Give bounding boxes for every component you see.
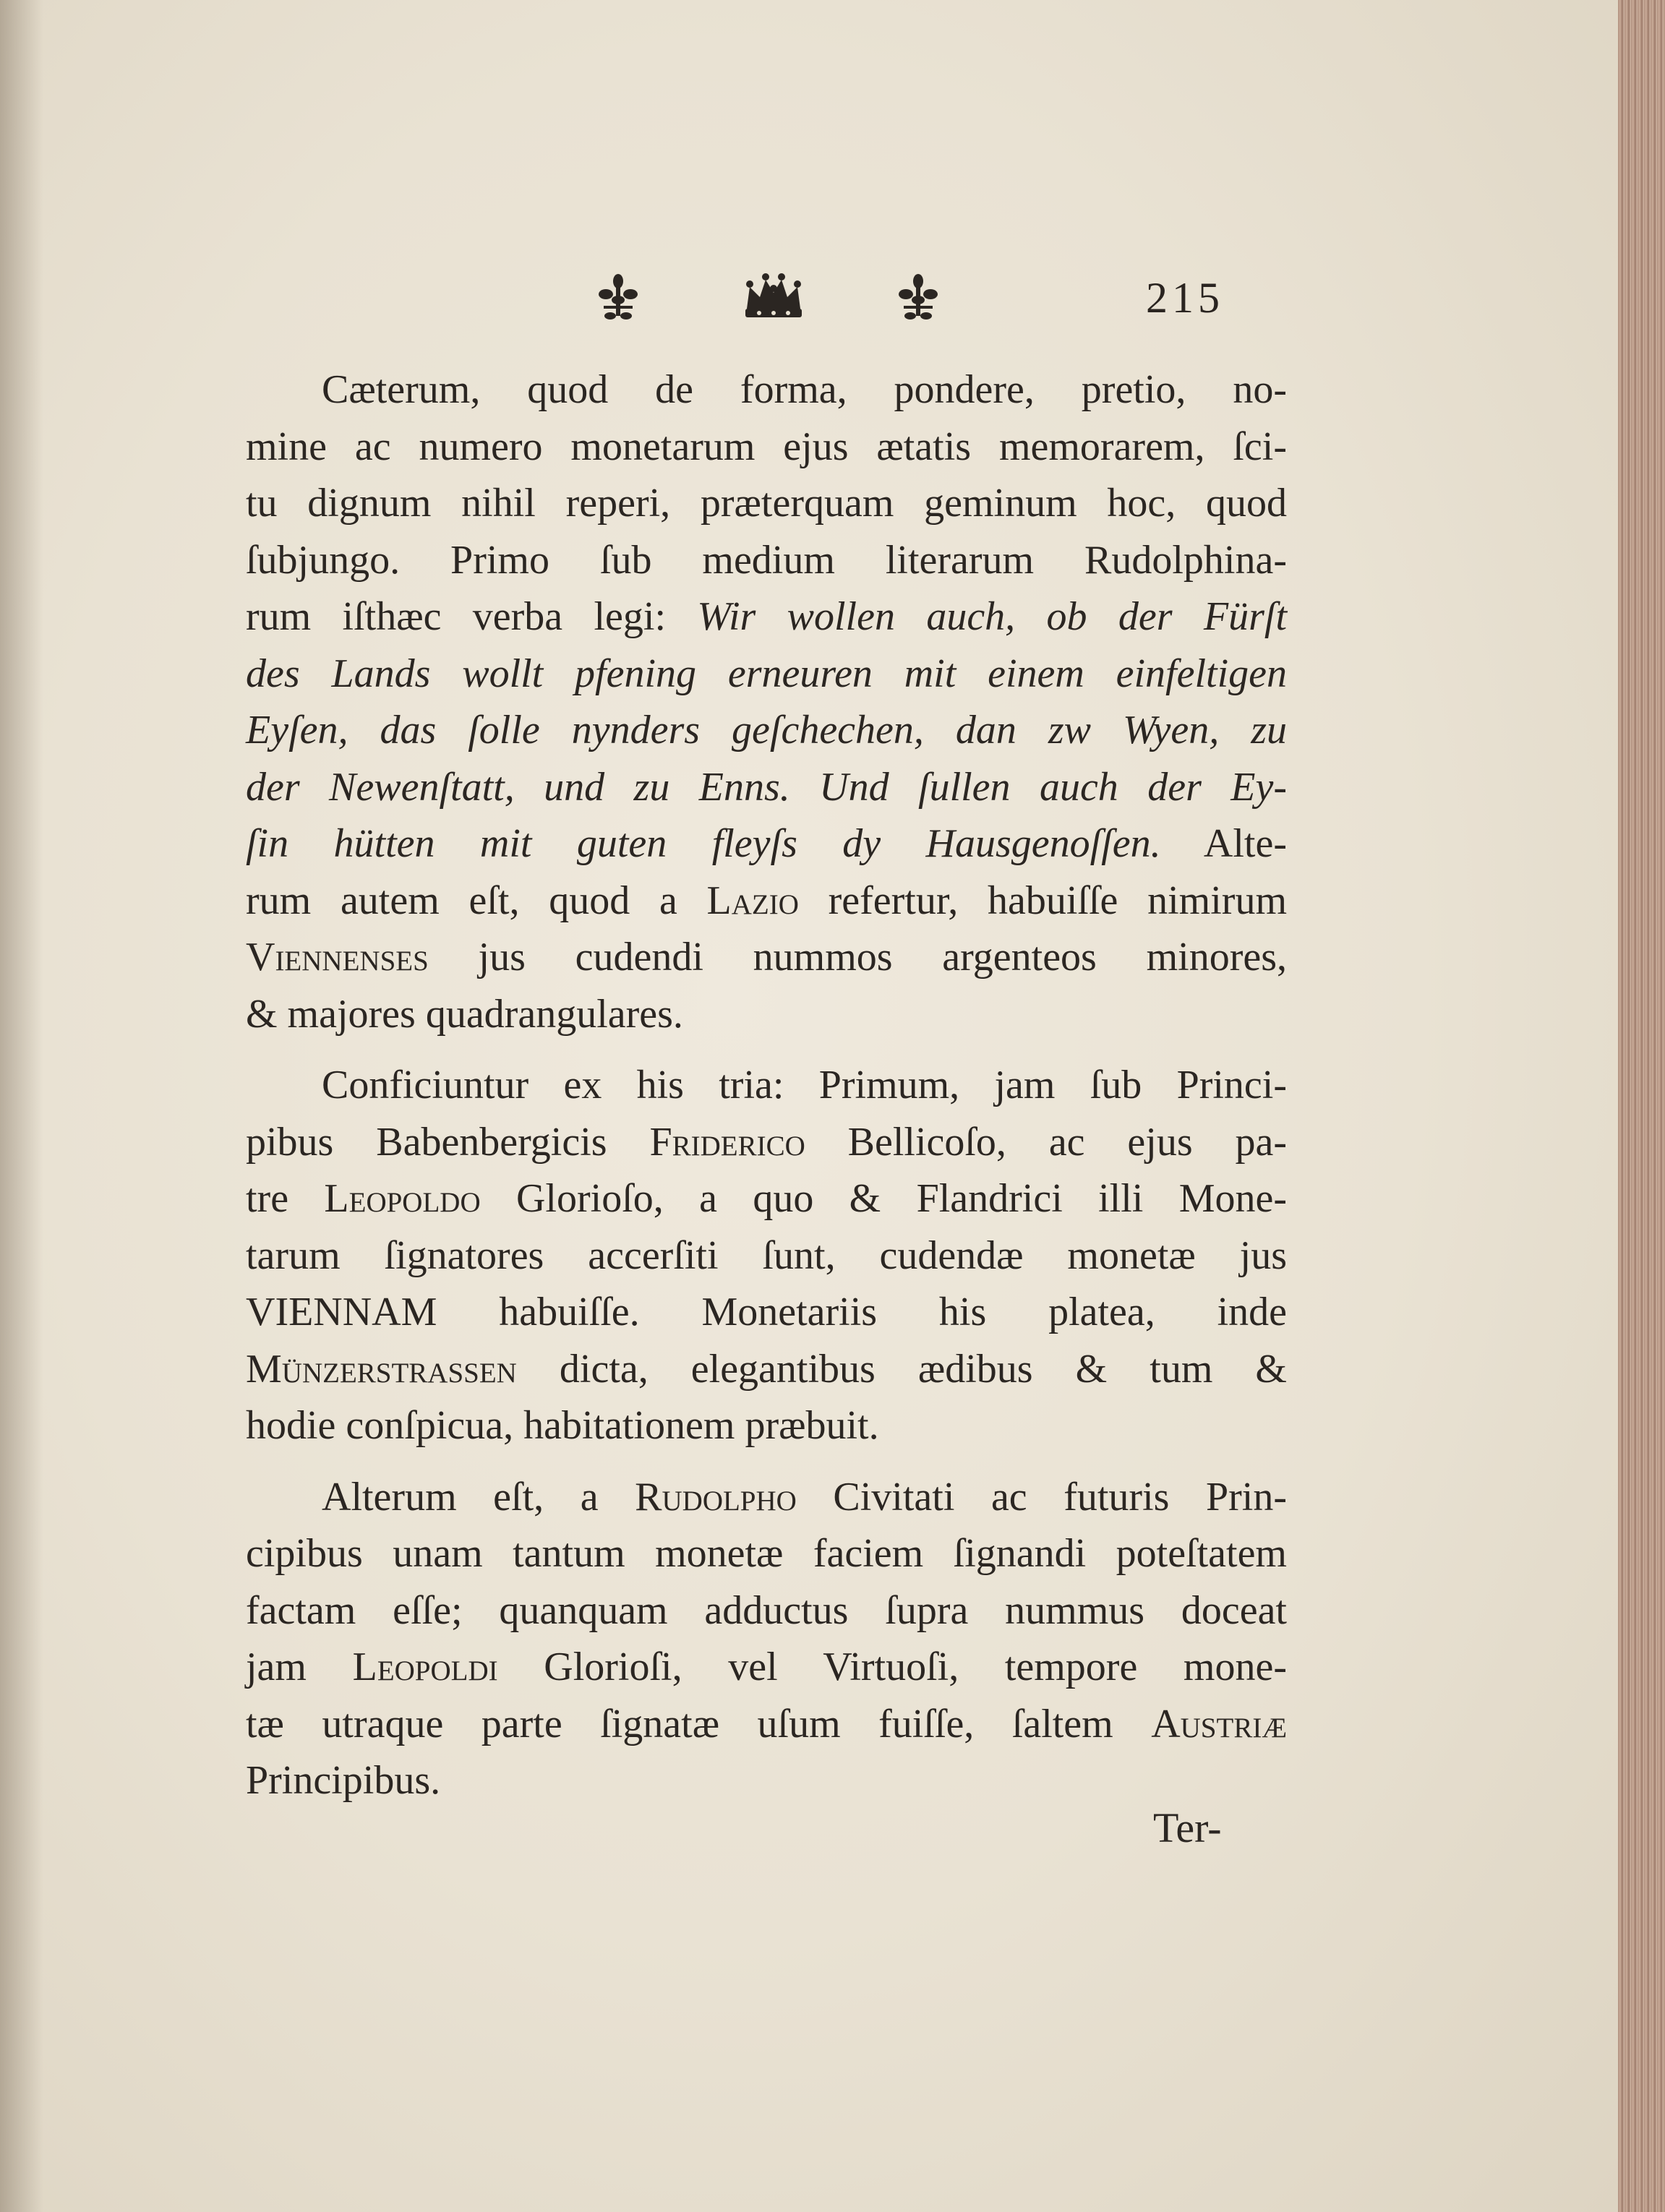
text-line [246, 1227, 1287, 1285]
text-line [246, 532, 1287, 589]
text-run: tre [246, 1176, 325, 1221]
text-run: factam eſſe; quanquam adductus ſupra nummus doceat [246, 1587, 1287, 1633]
text-line [246, 759, 1287, 816]
text-run: rum iſthæc verba legi: [246, 594, 698, 639]
text-line [246, 702, 1287, 759]
text-line [246, 361, 1287, 419]
text-run: dicta, elegantibus ædibus & tum & [516, 1346, 1287, 1392]
text-run: Principibus. [246, 1758, 441, 1803]
text-line [246, 815, 1287, 873]
text-run: tæ utraque parte ſignatæ uſum fuiſſe, ſaltem [246, 1701, 1152, 1746]
text-run: Bellicoſo, ac ejus pa- [805, 1119, 1287, 1165]
text-run: hodie conſpicua, habitationem præbuit. [246, 1403, 879, 1448]
gutter-shadow [0, 0, 43, 2212]
text-run: jam [246, 1645, 353, 1689]
text-run: jus cudendi nummos argenteos minores, [428, 935, 1287, 979]
text-line [246, 1114, 1287, 1171]
text-line [246, 873, 1287, 930]
text-line [246, 475, 1287, 532]
text-run: Alterum eſt, a [322, 1474, 635, 1519]
page-edges [1618, 0, 1665, 2212]
catchword: Ter- [1153, 1804, 1222, 1851]
text-run: refertur, habuiſſe nimirum [798, 878, 1287, 923]
text-run: Glorioſi, vel Virtuoſi, tempore mone- [497, 1645, 1287, 1689]
text-line [246, 1582, 1287, 1639]
small-caps-name: Friderico [649, 1119, 805, 1165]
small-caps-name: Leopoldi [352, 1645, 498, 1689]
text-run: Civitati ac futuris Prin- [796, 1474, 1287, 1519]
text-line [246, 1341, 1287, 1398]
text-line [246, 986, 1287, 1043]
text-line [246, 588, 1287, 646]
small-caps-name: Leopoldo [324, 1176, 481, 1221]
text-line [246, 1057, 1287, 1114]
text-run: tu dignum nihil reperi, præterquam geminum hoc, quod [246, 481, 1287, 526]
small-caps-name: Viennenses [246, 935, 429, 979]
crown-icon [741, 271, 806, 322]
text-run: Conficiuntur ex his tria: Primum, jam ſub Princi- [322, 1063, 1287, 1107]
italic-quote: der Newenſtatt, und zu Enns. Und ſullen auch der Ey- [246, 764, 1287, 810]
text-line [246, 929, 1287, 986]
text-line [246, 1639, 1287, 1696]
text-run: tarum ſignatores accerſiti ſunt, cudendæ monetæ jus [246, 1233, 1287, 1278]
paragraph [246, 361, 1287, 1042]
text-run: rum autem eſt, quod a [246, 878, 707, 923]
body-text [246, 361, 1287, 1809]
text-line [246, 419, 1287, 476]
text-run: & majores quadrangulares. [246, 991, 683, 1037]
text-line [246, 1397, 1287, 1454]
text-line [246, 1752, 1287, 1809]
text-run: Cæterum, quod de forma, pondere, pretio, no- [322, 367, 1287, 412]
small-caps-name: Lazio [706, 878, 799, 923]
paragraph [246, 1469, 1287, 1809]
text-run: ſubjungo. Primo ſub medium literarum Rudolphina- [246, 537, 1287, 583]
text-run: VIENNAM habuiſſe. Monetariis his platea, inde [246, 1290, 1287, 1334]
header-ornaments [593, 271, 954, 329]
text-line [246, 1525, 1287, 1582]
fleuron-icon [893, 271, 943, 329]
text-line [246, 1469, 1287, 1526]
text-run: mine ac numero monetarum ejus ætatis memorarem, ſci- [246, 424, 1287, 469]
italic-quote: des Lands wollt pfening erneuren mit einem einfeltigen [246, 651, 1287, 696]
text-run: Glorioſo, a quo & Flandrici illi Mone- [480, 1176, 1288, 1221]
small-caps-name: Austriæ [1151, 1701, 1287, 1746]
italic-quote: Wir wollen auch, ob der Fürſt [697, 594, 1287, 639]
text-run: Alte- [1160, 821, 1287, 866]
text-run: pibus Babenbergicis [246, 1119, 650, 1165]
italic-quote: ſin hütten mit guten fleyſs dy Hausgenoſſen. [246, 821, 1161, 866]
fleuron-icon [593, 271, 643, 329]
small-caps-name: Münzerstrassen [246, 1346, 517, 1392]
paragraph [246, 1057, 1287, 1454]
text-line [246, 1170, 1287, 1227]
text-line [246, 646, 1287, 703]
page-number: 215 [1146, 274, 1224, 322]
text-line [246, 1284, 1287, 1341]
text-line [246, 1696, 1287, 1753]
text-run: cipibus unam tantum monetæ faciem ſignandi poteſtatem [246, 1531, 1287, 1576]
small-caps-name: Rudolpho [635, 1474, 797, 1519]
italic-quote: Eyſen, das ſolle nynders geſchechen, dan zw Wyen, zu [246, 708, 1287, 753]
